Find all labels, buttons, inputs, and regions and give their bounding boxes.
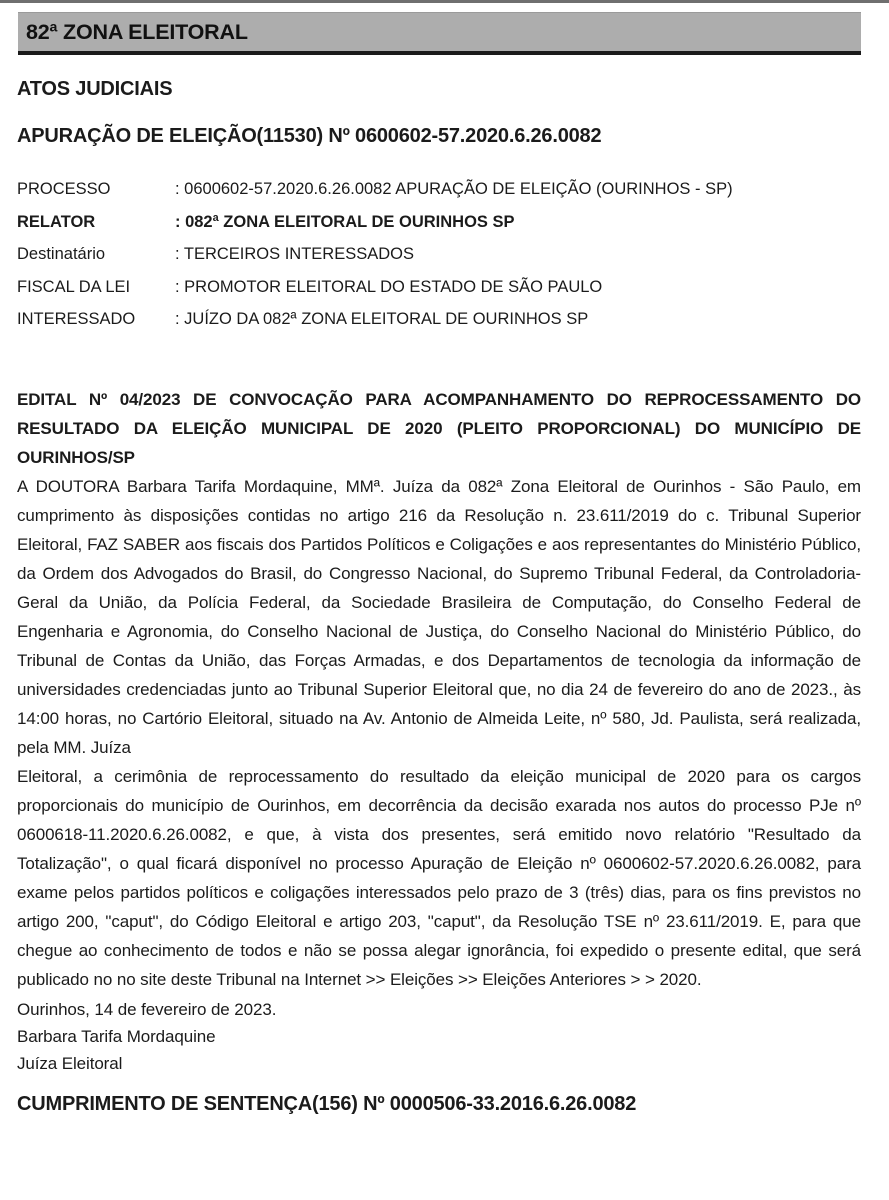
signature-name: Barbara Tarifa Mordaquine — [17, 1026, 216, 1046]
next-case-title: CUMPRIMENTO DE SENTENÇA(156) Nº 0000506-33.2016.6.26.0082 — [17, 1092, 637, 1115]
metadata-value: : PROMOTOR ELEITORAL DO ESTADO DE SÃO PAULO — [175, 277, 603, 296]
edital-paragraph-2: Eleitoral, a cerimônia de reprocessamento do resultado da eleição municipal de 2020 para os cargos proporcionais do município de Ourinhos, em decorrência da decisão exarada nos autos do processo PJe nº 0600618-11.2020.6.26.0082, e que, à vista dos presentes, será emitido novo relatório "Resultado da Totalização", o qual ficará disponível no processo Apuração de Eleição nº 0600602-57.2020.6.26.0082, para exame pelos partidos políticos e coligações interessados pelo prazo de 3 (três) dias, para os fins previstos no artigo 200, "caput", do Código Eleitoral e artigo 203, "caput", da Resolução TSE nº 23.611/2019. E, para que chegue ao conhecimento de todos e não se possa alegar ignorância, foi expedido o presente edital, que será publicado no no site deste Tribunal na Internet >> Eleições >> Eleições Anteriores > > 2020. — [17, 766, 861, 989]
edital-paragraph-1: A DOUTORA Barbara Tarifa Mordaquine, MMª. Juíza da 082ª Zona Eleitoral de Ourinhos - São Paulo, em cumprimento às disposições contidas no artigo 216 da Resolução n. 23.611/2019 do c. Tribunal Superior Eleitoral, FAZ SABER aos fiscais dos Partidos Políticos e Coligações e aos representantes do Ministério Público, da Ordem dos Advogados do Brasil, do Congresso Nacional, do Supremo Tribunal Federal, da Controladoria-Geral da União, da Polícia Federal, da Sociedade Brasileira de Computação, do Conselho Federal de Engenharia e Agronomia, do Conselho Nacional de Justiça, do Conselho Nacional do Ministério Público, do Tribunal de Contas da União, das Forças Armadas, e dos Departamentos de tecnologia da informação de universidades credenciadas junto ao Tribunal Superior Eleitoral que, no dia 24 de fevereiro do ano de 2023., às 14:00 horas, no Cartório Eleitoral, situado na Av. Antonio de Almeida Leite, nº 580, Jd. Paulista, será realizada, pela MM. Juíza — [17, 476, 861, 757]
edital-heading: EDITAL Nº 04/2023 DE CONVOCAÇÃO PARA ACOMPANHAMENTO DO REPROCESSAMENTO DO RESULTADO DA ELEIÇÃO MUNICIPAL DE 2020 (PLEITO PROPORCIONAL) DO MUNICÍPIO DE OURINHOS/SP — [17, 389, 861, 467]
metadata-label: Destinatário — [17, 245, 106, 263]
metadata-label: PROCESSO — [17, 180, 111, 198]
zone-header-title: 82ª ZONA ELEITORAL — [26, 20, 248, 44]
top-divider — [0, 0, 889, 3]
metadata-row-relator — [17, 206, 861, 239]
metadata-row-destinatario — [17, 238, 861, 271]
edital-closing — [17, 996, 861, 1077]
metadata-row-fiscal-da-lei — [17, 271, 861, 304]
signature-role: Juíza Eleitoral — [17, 1053, 123, 1073]
metadata-row-processo — [17, 173, 861, 206]
zone-header-bar — [18, 12, 861, 55]
section-title: ATOS JUDICIAIS — [17, 78, 173, 100]
case-metadata — [17, 173, 861, 336]
metadata-value: : 0600602-57.2020.6.26.0082 APURAÇÃO DE ELEIÇÃO (OURINHOS - SP) — [175, 180, 733, 198]
case-title: APURAÇÃO DE ELEIÇÃO(11530) Nº 0600602-57.2020.6.26.0082 — [17, 125, 602, 147]
metadata-value: : TERCEIROS INTERESSADOS — [175, 245, 414, 263]
metadata-value: : 082ª ZONA ELEITORAL DE OURINHOS SP — [175, 212, 515, 231]
place-date-line: Ourinhos, 14 de fevereiro de 2023. — [17, 999, 277, 1019]
metadata-row-interessado — [17, 303, 861, 336]
metadata-label: RELATOR — [17, 212, 96, 231]
metadata-label: FISCAL DA LEI — [17, 277, 131, 296]
metadata-value: : JUÍZO DA 082ª ZONA ELEITORAL DE OURINHOS SP — [175, 310, 589, 328]
metadata-label: INTERESSADO — [17, 310, 136, 328]
